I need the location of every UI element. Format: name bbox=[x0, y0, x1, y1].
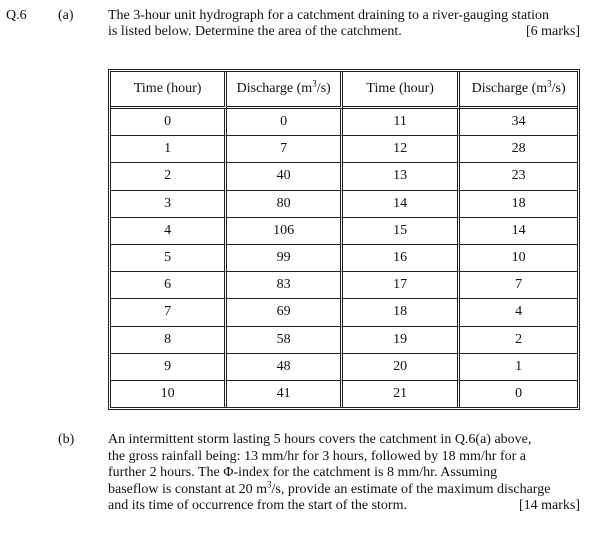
part-a-line-1: The 3-hour unit hydrograph for a catchment draining to a river-gauging station bbox=[108, 8, 549, 23]
time-cell: 15 bbox=[343, 218, 460, 245]
discharge-cell: 7 bbox=[460, 272, 577, 299]
table-row bbox=[111, 245, 577, 272]
discharge-cell: 23 bbox=[460, 163, 577, 190]
discharge-cell: 69 bbox=[227, 299, 343, 326]
part-b-line-3: further 2 hours. The Φ-index for the catchment is 8 mm/hr. Assuming bbox=[108, 465, 498, 481]
table-row bbox=[111, 299, 577, 326]
time-cell: 17 bbox=[343, 272, 460, 299]
table-row bbox=[111, 327, 577, 354]
part-b-label: (b) bbox=[58, 432, 75, 447]
discharge-header-1: Discharge $(m^3/s)$ bbox=[227, 72, 343, 109]
discharge-cell: 83 bbox=[227, 272, 343, 299]
part-a-marks: [6 marks] bbox=[525, 24, 580, 39]
table-row bbox=[111, 272, 577, 299]
discharge-cell: 40 bbox=[227, 163, 343, 190]
time-cell: 3 bbox=[111, 191, 227, 218]
time-cell: 12 bbox=[343, 136, 460, 163]
time-cell: 10 bbox=[111, 381, 227, 407]
discharge-cell: 28 bbox=[460, 136, 577, 163]
part-b-line-1: An intermittent storm lasting 5 hours covers the catchment in Q.6(a) above, bbox=[108, 432, 532, 447]
table-row bbox=[111, 354, 577, 381]
time-cell: 16 bbox=[343, 245, 460, 272]
time-cell: 11 bbox=[343, 109, 460, 136]
part-a-text bbox=[108, 8, 578, 40]
discharge-header-2: Discharge $(m^3/s)$ bbox=[460, 72, 577, 109]
time-cell: 20 bbox=[343, 354, 460, 381]
part-b-line-4: baseflow is constant at 20 $m^3/s$, provide an estimate of the maximum discharge bbox=[108, 479, 551, 497]
discharge-cell: 0 bbox=[515, 385, 523, 401]
time-cell: 5 bbox=[111, 245, 227, 272]
table-row bbox=[111, 109, 577, 136]
discharge-cell: 34 bbox=[460, 109, 577, 136]
time-header-1: Time (hour) bbox=[111, 72, 227, 109]
time-cell: 2 bbox=[111, 163, 227, 190]
time-cell: 8 bbox=[111, 327, 227, 354]
table-row bbox=[111, 218, 577, 245]
part-b-line-5: and its time of occurrence from the start of the storm. bbox=[108, 498, 407, 514]
discharge-cell: 18 bbox=[460, 191, 577, 218]
discharge-cell: 0 bbox=[227, 109, 343, 136]
table-header-row bbox=[111, 72, 577, 109]
discharge-cell: 48 bbox=[227, 354, 343, 381]
discharge-cell: 4 bbox=[460, 299, 577, 326]
table-row bbox=[111, 136, 577, 163]
discharge-cell: 14 bbox=[460, 218, 577, 245]
part-b-line-2: the gross rainfall being: 13 mm/hr for 3 hours, followed by 18 mm/hr for a bbox=[108, 448, 526, 464]
time-cell: 1 bbox=[111, 136, 227, 163]
discharge-cell: 2 bbox=[460, 327, 577, 354]
discharge-cell: 58 bbox=[227, 327, 343, 354]
hydrograph-table bbox=[108, 69, 580, 410]
part-b-text bbox=[108, 432, 582, 515]
discharge-cell: 41 bbox=[227, 381, 343, 407]
time-cell: 9 bbox=[111, 354, 227, 381]
discharge-cell: 80 bbox=[227, 191, 343, 218]
time-cell: 18 bbox=[343, 299, 460, 326]
hydrograph-table-container bbox=[108, 69, 584, 413]
part-a-line-2: is listed below. Determine the area of the catchment. bbox=[108, 24, 402, 39]
time-header-2: Time (hour) bbox=[343, 72, 460, 109]
time-cell: 4 bbox=[111, 218, 227, 245]
discharge-cell: 106 bbox=[227, 218, 343, 245]
part-b-marks: [14 marks] bbox=[518, 498, 580, 513]
time-cell: 19 bbox=[343, 327, 460, 354]
question-number: Q.6 bbox=[6, 8, 27, 23]
time-cell: 14 bbox=[343, 191, 460, 218]
discharge-cell: 10 bbox=[460, 245, 577, 272]
discharge-cell: 7 bbox=[227, 136, 343, 163]
time-cell: 6 bbox=[111, 272, 227, 299]
table-row bbox=[111, 191, 577, 218]
table-row bbox=[111, 163, 577, 190]
time-cell: 0 bbox=[111, 109, 227, 136]
time-cell: 13 bbox=[343, 163, 460, 190]
time-cell: 7 bbox=[111, 299, 227, 326]
discharge-cell: 99 bbox=[227, 245, 343, 272]
discharge-cell: 1 bbox=[460, 354, 577, 381]
time-cell: 21 bbox=[343, 381, 460, 407]
table-row bbox=[111, 381, 577, 407]
part-a-label: (a) bbox=[58, 8, 74, 23]
